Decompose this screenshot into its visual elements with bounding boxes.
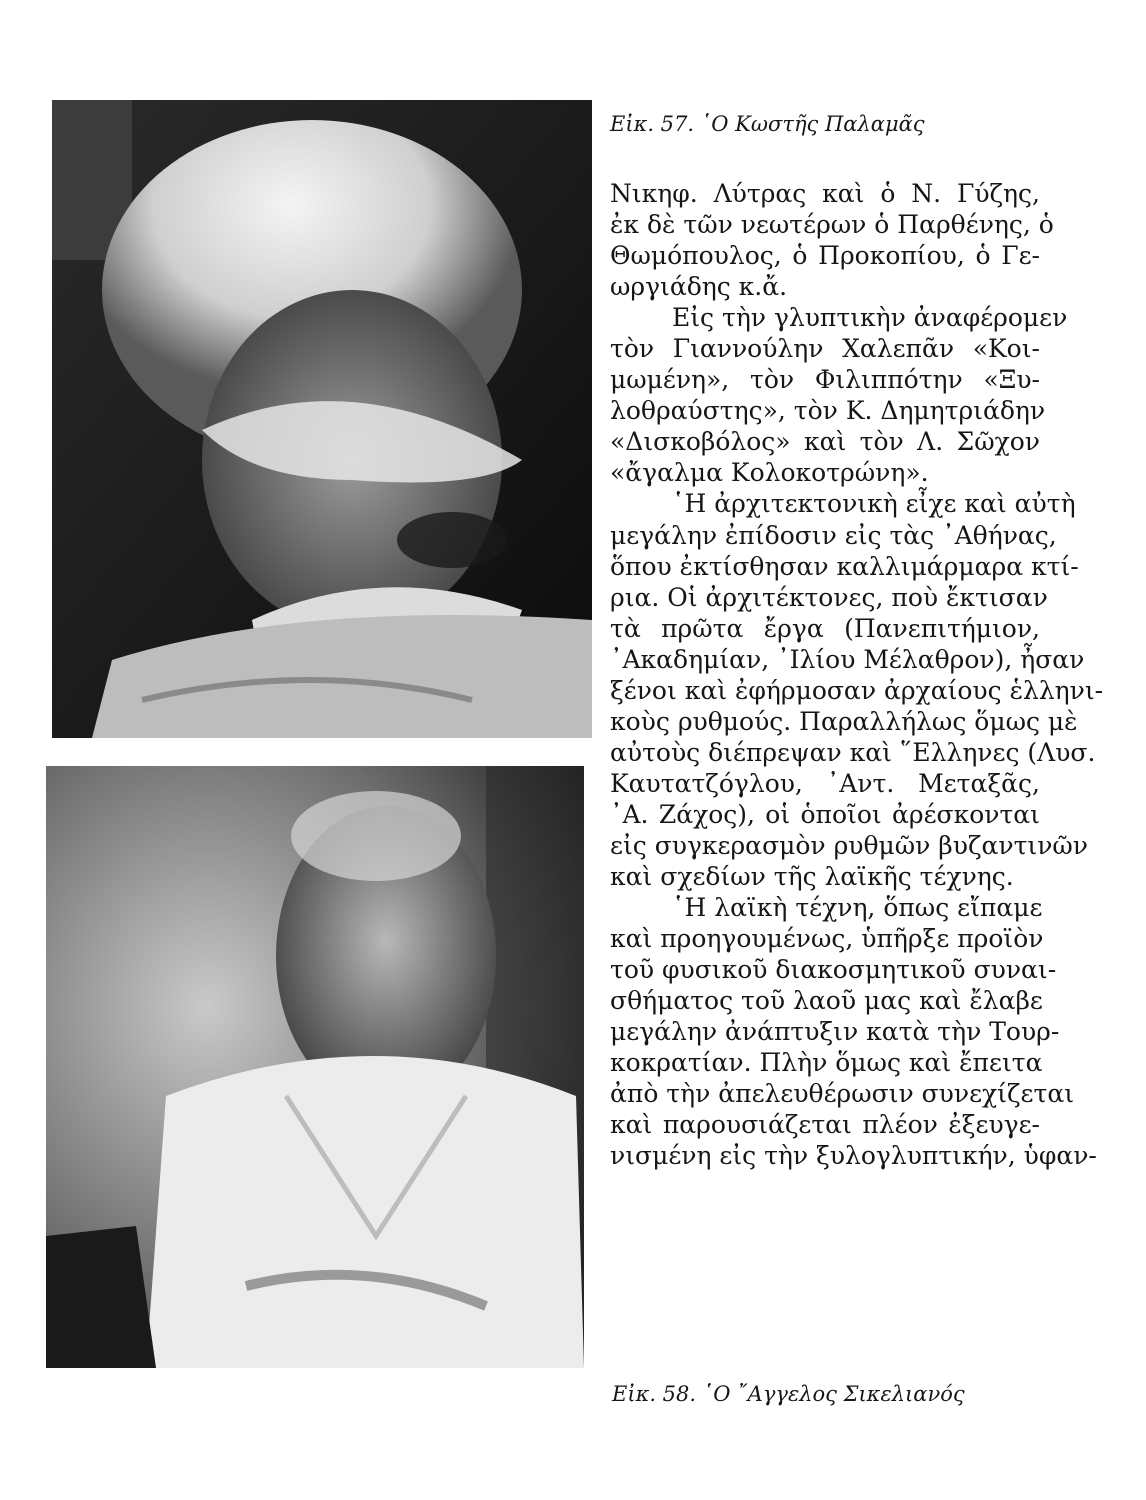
text-line: ρια. Οἱ ἀρχιτέκτονες, ποὺ ἔκτισαν [610,582,1048,612]
text-line: κοὺς ρυθμούς. Παραλλήλως ὅμως μὲ [610,706,1078,736]
text-line: ἐκ δὲ τῶν νεωτέρων ὁ Παρθένης, ὁ [610,210,1054,240]
figure-57-title: ῾Ο Κωστῆς Παλαμᾶς [700,112,925,136]
text-line: καὶ παρουσιάζεται πλέον ἐξευγε- [610,1110,1040,1140]
text-line: εἰς συγκερασμὸν ρυθμῶν βυζαντινῶν [610,830,1088,860]
text-line: ῾Η λαϊκὴ τέχνη, ὅπως εἴπαμε [672,893,1043,923]
text-line: μεγάλην ἐπίδοσιν εἰς τὰς ᾽Αθήνας, [610,520,1057,550]
text-line: ᾽Ακαδημίαν, ᾽Ιλίου Μέλαθρον), ἦσαν [610,644,1085,674]
text-line: «Δισκοβόλος» καὶ τὸν Λ. Σῶχον [610,427,1040,457]
text-line: ωργιάδης κ.ἄ. [610,272,788,302]
text-line: Καυτατζόγλου, ᾽Αντ. Μεταξᾶς, [610,768,1040,798]
body-text-column [610,178,1104,1172]
text-line: ὅπου ἐκτίσθησαν καλλιμάρμαρα κτί- [610,551,1079,581]
text-line: τοῦ φυσικοῦ διακοσμητικοῦ συναι- [610,955,1057,985]
text-line: ἀπὸ τὴν ἀπελευθέρωσιν συνεχίζεται [610,1079,1075,1109]
text-line: καὶ σχεδίων τῆς λαϊκῆς τέχνης. [610,862,1014,892]
figure-58-photo [46,766,584,1368]
text-line: σθήματος τοῦ λαοῦ μας καὶ ἔλαβε [610,986,1043,1016]
figure-58-label: Εἰκ. 58. [612,1382,697,1406]
text-line: Εἰς τὴν γλυπτικὴν ἀναφέρομεν [672,303,1068,333]
text-line: κοκρατίαν. Πλὴν ὅμως καὶ ἔπειτα [610,1048,1043,1078]
text-line: καὶ προηγουμένως, ὑπῆρξε προϊὸν [610,924,1044,954]
text-line: ᾽Α. Ζάχος), οἱ ὁποῖοι ἀρέσκονται [610,799,1040,829]
text-line: «ἄγαλμα Κολοκοτρώνη». [610,458,929,488]
figure-57-photo [52,100,592,738]
figure-57-caption [610,112,925,136]
text-line: Νικηφ. Λύτρας καὶ ὁ Ν. Γύζης, [610,179,1040,208]
text-line: τὰ πρῶτα ἔργα (Πανεπιτήμιον, [610,613,1040,643]
figure-58-caption [612,1382,965,1406]
text-line: Θωμόπουλος, ὁ Προκοπίου, ὁ Γε- [610,241,1040,271]
text-line: μωμένη», τὸν Φιλιππότην «Ξυ- [610,365,1040,395]
text-line: λοθραύστης», τὸν Κ. Δημητριάδην [610,396,1046,426]
figure-57-label: Εἰκ. 57. [610,112,695,136]
text-line: αὐτοὺς διέπρεψαν καὶ ῞Ελληνες (Λυσ. [610,737,1096,767]
text-line: μεγάλην ἀνάπτυξιν κατὰ τὴν Τουρ- [610,1017,1060,1047]
text-line: τὸν Γιαννούλην Χαλεπᾶν «Κοι- [610,334,1040,364]
text-line: ῾Η ἀρχιτεκτονικὴ εἶχε καὶ αὐτὴ [672,489,1076,519]
figure-58-title: ῾Ο ῎Αγγελος Σικελιανός [702,1382,965,1406]
text-line: νισμένη εἰς τὴν ξυλογλυπτικήν, ὑφαν- [610,1141,1097,1171]
text-line: ξένοι καὶ ἐφήρμοσαν ἀρχαίους ἑλληνι- [610,675,1104,705]
